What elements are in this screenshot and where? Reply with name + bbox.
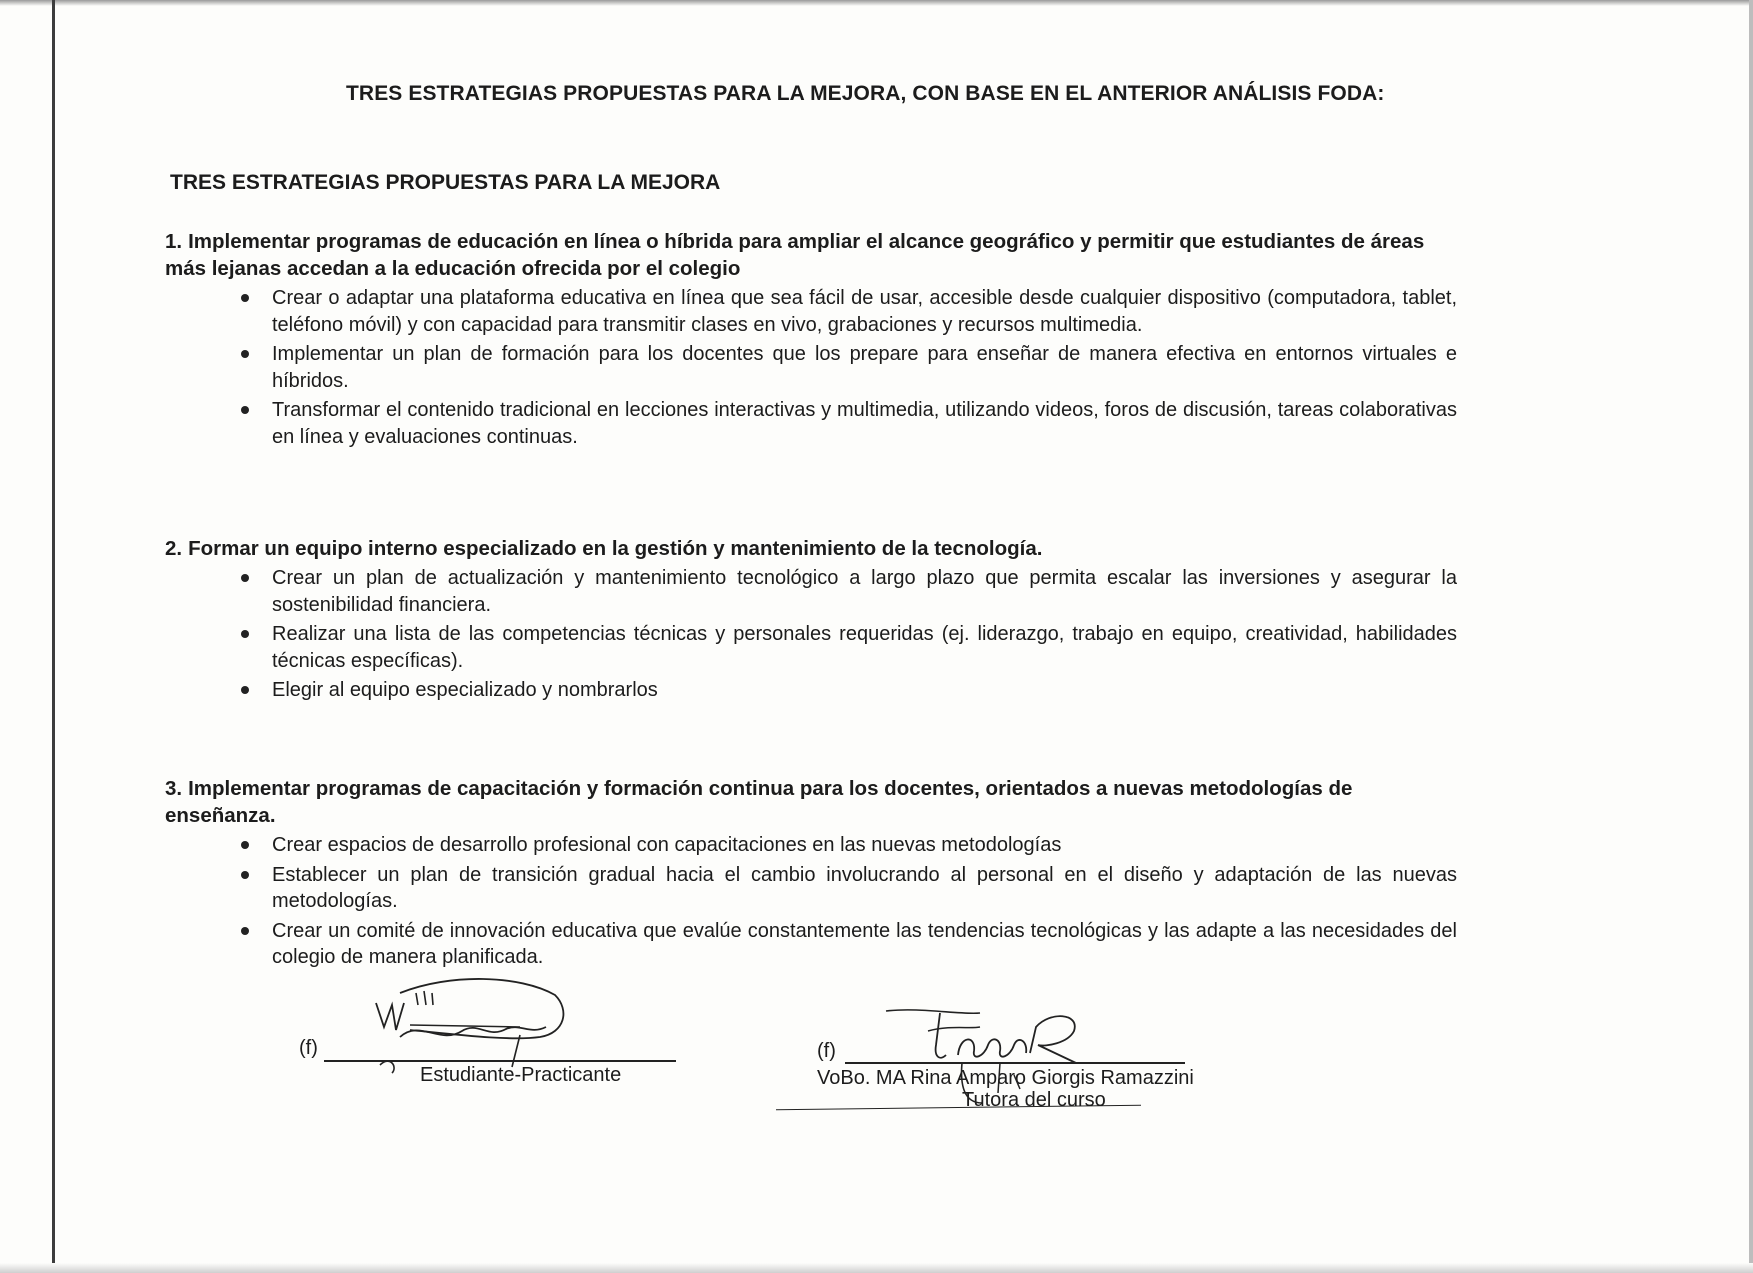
strategy-bullet: Transformar el contenido tradicional en lecciones interactivas y multimedia, utilizando videos, foros de discusión, tareas colaborativas en línea y evaluaciones continuas. [272, 397, 1457, 450]
strategy-bullet: Crear un plan de actualización y mantenimiento tecnológico a largo plazo que permita escalar las inversiones y asegurar la sostenibilidad financiera. [272, 565, 1457, 618]
strategy-section-2 [165, 535, 1457, 707]
strategy-bullet: Establecer un plan de transición gradual hacia el cambio involucrando al personal en el diseño y adaptación de las nuevas metodologías. [272, 862, 1457, 915]
scan-edge-left [52, 0, 55, 1273]
strategy-heading-text-3: Implementar programas de capacitación y formación continua para los docentes, orientados a nuevas metodologías de enseñanza. [165, 777, 1353, 827]
strategy-heading-3 [165, 775, 1457, 829]
scan-edge-bottom [0, 1263, 1753, 1273]
document-title: TRES ESTRATEGIAS PROPUESTAS PARA LA MEJORA, CON BASE EN EL ANTERIOR ANÁLISIS FODA: [346, 82, 1385, 105]
strategy-bullet-list-1 [165, 285, 1457, 450]
strategy-heading-2 [165, 535, 1457, 562]
strategy-bullet: Realizar una lista de las competencias técnicas y personales requeridas (ej. liderazgo, trabajo en equipo, creatividad, habilidades técnicas específicas). [272, 621, 1457, 674]
strategy-bullet: Elegir al equipo especializado y nombrarlos [272, 677, 1457, 704]
strategy-bullet-list-2 [165, 565, 1457, 704]
strategy-number-2: 2. [165, 537, 183, 560]
document-subtitle: TRES ESTRATEGIAS PROPUESTAS PARA LA MEJORA [170, 171, 721, 194]
scan-edge-right [1749, 0, 1753, 1273]
signature-caption-student: Estudiante-Practicante [420, 1064, 622, 1086]
signature-role-tutor: Tutora del curso [962, 1089, 1106, 1111]
strategy-heading-text-1: Implementar programas de educación en línea o híbrida para ampliar el alcance geográfico y permitir que estudiantes de áreas más lejanas accedan a la educación ofrecida por el colegio [165, 230, 1425, 280]
strategy-number-3: 3. [165, 777, 183, 800]
strategy-number-1: 1. [165, 230, 183, 253]
strategy-bullet-list-3 [165, 832, 1457, 971]
strategy-bullet: Implementar un plan de formación para los docentes que los prepare para enseñar de manera efectiva en entornos virtuales e híbridos. [272, 341, 1457, 394]
strategy-bullet: Crear un comité de innovación educativa que evalúe constantemente las tendencias tecnológicas y las adapte a las necesidades del colegio de manera planificada. [272, 918, 1457, 971]
signature-prefix-student: (f) [299, 1037, 318, 1059]
scan-edge-top [0, 0, 1753, 6]
strategy-heading-1 [165, 228, 1457, 282]
strategy-section-3 [165, 775, 1457, 974]
handwritten-signature-student [370, 975, 580, 1075]
signature-prefix-tutor: (f) [817, 1040, 836, 1062]
handwritten-signature-tutor [880, 1005, 1100, 1120]
strategy-bullet: Crear o adaptar una plataforma educativa en línea que sea fácil de usar, accesible desde cualquier dispositivo (computadora, tablet, teléfono móvil) y con capacidad para transmitir clases en vivo, grabaciones y recursos multimedia. [272, 285, 1457, 338]
strategy-section-1 [165, 228, 1457, 453]
strategy-bullet: Crear espacios de desarrollo profesional con capacitaciones en las nuevas metodologías [272, 832, 1457, 859]
signature-name-tutor: VoBo. MA Rina Amparo Giorgis Ramazzini [817, 1067, 1194, 1089]
strategy-heading-text-2: Formar un equipo interno especializado en la gestión y mantenimiento de la tecnología. [188, 537, 1043, 560]
